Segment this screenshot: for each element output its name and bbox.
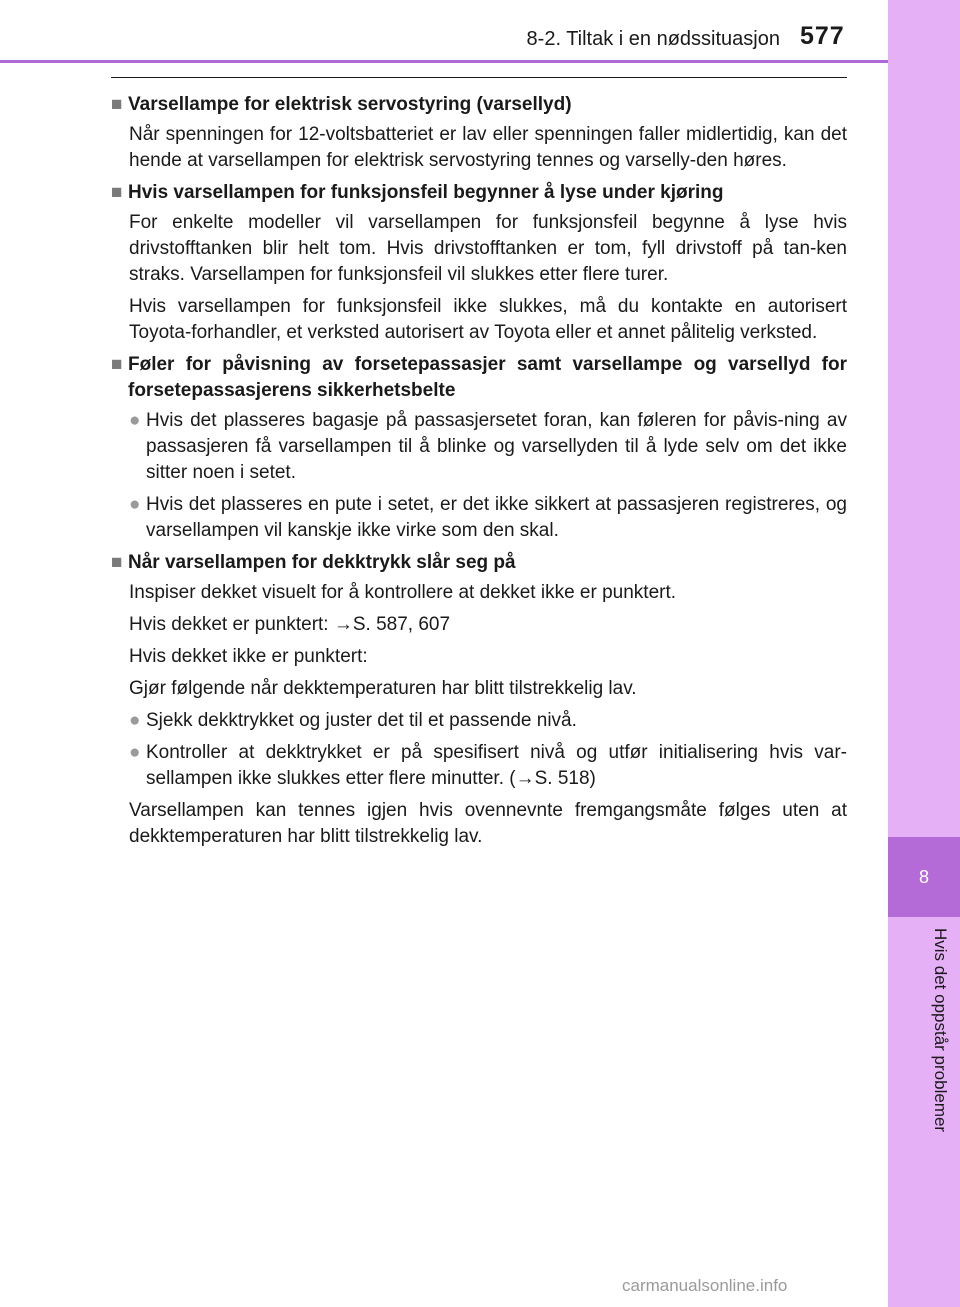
circle-bullet-icon: ● xyxy=(129,410,141,431)
paragraph: Når spenningen for 12-voltsbatteriet er lav eller spenningen faller midlertidig, kan det hende at varsellampen for elektrisk servostyring tennes og varselly-den høres. xyxy=(129,124,847,171)
list-item xyxy=(129,408,847,486)
running-header: 8-2. Tiltak i en nødssituasjon xyxy=(526,28,780,50)
section-heading xyxy=(111,92,847,118)
heading-text: Når varsellampen for dekktrykk slår seg på xyxy=(128,552,516,573)
circle-bullet-icon: ● xyxy=(129,710,141,731)
square-bullet-icon: ■ xyxy=(111,182,123,203)
circle-bullet-icon: ● xyxy=(129,742,141,763)
square-bullet-icon: ■ xyxy=(111,552,123,573)
page-number: 577 xyxy=(800,22,845,50)
list-item xyxy=(129,708,847,734)
list-item-text: Kontroller at dekktrykket er på spesifisert nivå og utfør initialisering hvis var-sellampen ikke slukkes etter flere minutter. (→S. 518) xyxy=(146,742,847,789)
circle-bullet-icon: ● xyxy=(129,494,141,515)
section-heading xyxy=(111,352,847,404)
square-bullet-icon: ■ xyxy=(111,94,123,115)
paragraph: Varsellampen kan tennes igjen hvis ovennevnte fremgangsmåte følges uten at dekktemperaturen har blitt tilstrekkelig lav. xyxy=(129,800,847,847)
paragraph: Hvis dekket ikke er punktert: xyxy=(129,646,368,667)
section-power-steering xyxy=(111,92,847,174)
list-item-text: Hvis det plasseres bagasje på passasjersetet foran, kan føleren for påvis-ning av passasjeren få varsellampen til å blinke og varsellyden til å lyde selv om det ikke sitter noen i setet. xyxy=(146,410,847,483)
list-item xyxy=(129,492,847,544)
chapter-tab[interactable]: 8 xyxy=(888,837,960,917)
square-bullet-icon: ■ xyxy=(111,354,123,375)
heading-text: Varsellampe for elektrisk servostyring (varsellyd) xyxy=(128,94,572,115)
section-passenger-detection xyxy=(111,352,847,544)
content-rule xyxy=(111,77,847,78)
paragraph: Gjør følgende når dekktemperaturen har blitt tilstrekkelig lav. xyxy=(129,678,637,699)
list-item xyxy=(129,740,847,792)
paragraph: For enkelte modeller vil varsellampen for funksjonsfeil begynne å lyse hvis drivstofftanken blir helt tom. Hvis drivstofftanken er tom, fyll drivstoff på tan-ken straks. Varsellampen for funksjonsfeil vil slukkes etter flere turer. xyxy=(129,212,847,285)
section-malfunction-lamp xyxy=(111,180,847,346)
cross-reference[interactable]: Hvis dekket er punktert: →S. 587, 607 xyxy=(129,614,451,635)
list-item-text: Hvis det plasseres en pute i setet, er det ikke sikkert at passasjeren registreres, og varsellampen vil kanskje ikke virke som den skal. xyxy=(146,494,847,541)
section-heading xyxy=(111,550,847,576)
heading-text: Hvis varsellampen for funksjonsfeil begynner å lyse under kjøring xyxy=(128,182,724,203)
paragraph: Inspiser dekket visuelt for å kontrollere at dekket ikke er punktert. xyxy=(129,582,677,603)
page-body xyxy=(111,92,847,856)
chapter-title: Hvis det oppstår problemer xyxy=(931,928,950,1133)
paragraph: Hvis varsellampen for funksjonsfeil ikke slukkes, må du kontakte en autorisert Toyota-forhandler, et verksted autorisert av Toyota eller et annet pålitelig verksted. xyxy=(129,296,847,343)
header-divider xyxy=(0,60,888,63)
list-item-text: Sjekk dekktrykket og juster det til et passende nivå. xyxy=(146,710,577,731)
heading-text: Føler for påvisning av forsetepassasjer samt varsellampe og varsellyd for forsetepassasjerens sikkerhetsbelte xyxy=(128,354,847,401)
watermark: carmanualsonline.info xyxy=(622,1276,788,1295)
section-tire-pressure xyxy=(111,550,847,850)
section-heading xyxy=(111,180,847,206)
